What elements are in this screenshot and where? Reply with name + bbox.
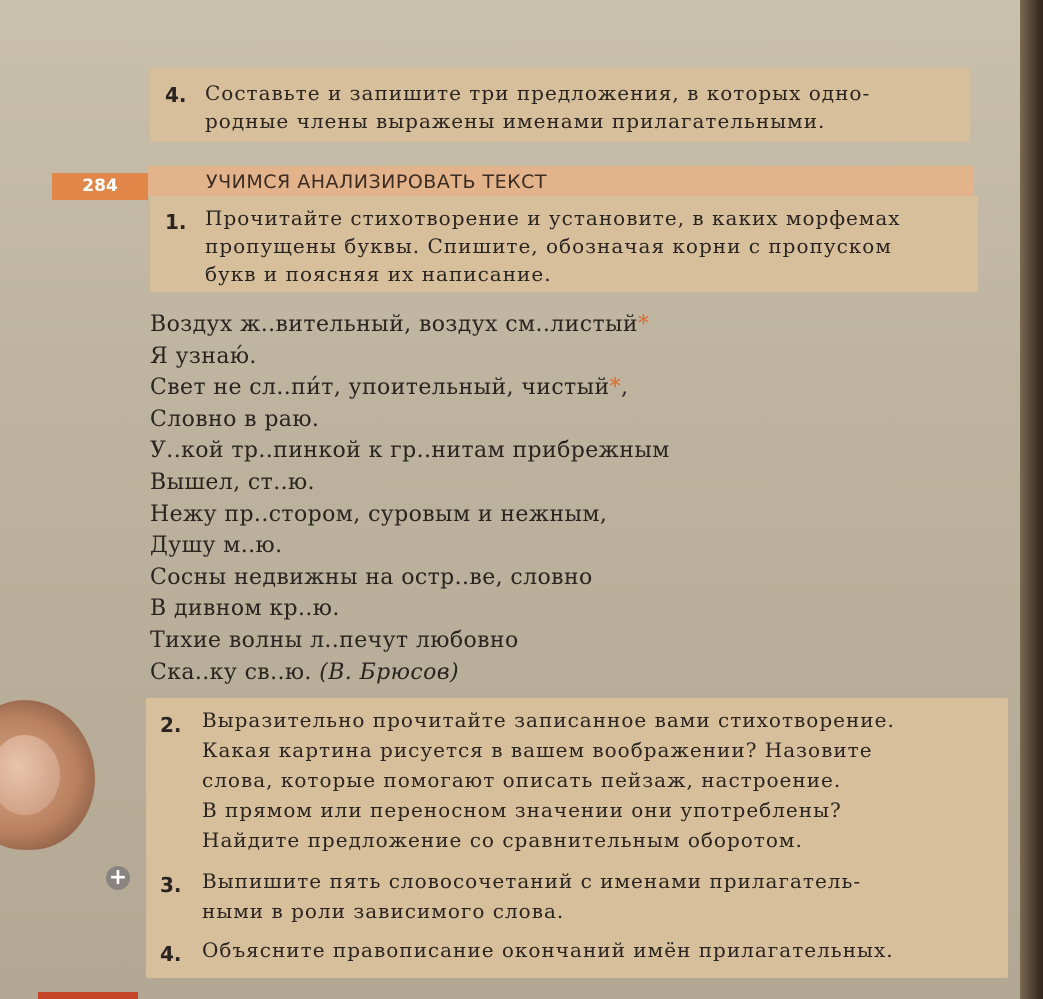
task2-line3: слова, которые помогают описать пейзаж, настроение. [202, 768, 842, 792]
task-top-line2: родные члены выражены именами прилагательными. [205, 109, 826, 133]
task1-number: 1. [165, 210, 187, 234]
task-top-line1: Составьте и запишите три предложения, в которых одно- [205, 81, 871, 105]
footnote-star: * [609, 375, 622, 401]
poem-line: У..кой тр..пинкой к гр..нитам прибрежным [150, 438, 670, 464]
poem-line: Вышел, ст..ю. [150, 469, 315, 495]
poem-line: Словно в раю. [150, 406, 320, 432]
poem-line: В дивном кр..ю. [150, 596, 340, 622]
footnote-star: * [638, 312, 650, 337]
exercise-number-badge: 284 [52, 173, 148, 200]
section-title: УЧИМСЯ АНАЛИЗИРОВАТЬ ТЕКСТ [206, 171, 547, 193]
task2-line5: Найдите предложение со сравнительным оборотом. [202, 828, 803, 852]
poem-line: Нежу пр..стором, суровым и нежным, [150, 501, 608, 527]
task2-line1: Выразительно прочитайте записанное вами стихотворение. [202, 708, 895, 732]
plus-icon: + [106, 866, 130, 890]
poem-line: Тихие волны л..печут любовно [150, 627, 519, 653]
task3-number: 3. [160, 873, 182, 897]
poem-line: Сосны недвижны на остр..ве, словно [150, 564, 593, 590]
poem-line: Свет не сл..пи́т, упоительный, чистый*, [150, 375, 629, 401]
task4-number: 4. [160, 942, 182, 966]
task-top-number: 4. [165, 83, 187, 107]
task2-line2: Какая картина рисуется в вашем воображении? Назовите [202, 738, 873, 762]
poem-line: Я узнаю́. [150, 343, 257, 369]
task2-number: 2. [160, 713, 182, 737]
task3-line2: ными в роли зависимого слова. [202, 899, 565, 923]
poem-author: (В. Брюсов) [319, 659, 459, 685]
task1-line2: пропущены буквы. Спишите, обозначая корни с пропуском [205, 234, 892, 258]
poem-line: Воздух ж..вительный, воздух см..листый* [150, 312, 650, 337]
red-page-edge [38, 992, 138, 999]
poem-line: Душу м..ю. [150, 533, 283, 559]
task1-line1: Прочитайте стихотворение и установите, в каких морфемах [205, 206, 901, 230]
book-spine [1020, 0, 1043, 999]
task1-line3: букв и поясняя их написание. [205, 262, 552, 286]
poem-line: Ска..ку св..ю. (В. Брюсов) [150, 659, 459, 685]
poem [150, 309, 670, 688]
task2-line4: В прямом или переносном значении они употреблены? [202, 798, 842, 822]
task3-line1: Выпишите пять словосочетаний с именами прилагатель- [202, 869, 862, 893]
task4-line1: Объясните правописание окончаний имён прилагательных. [202, 938, 894, 962]
